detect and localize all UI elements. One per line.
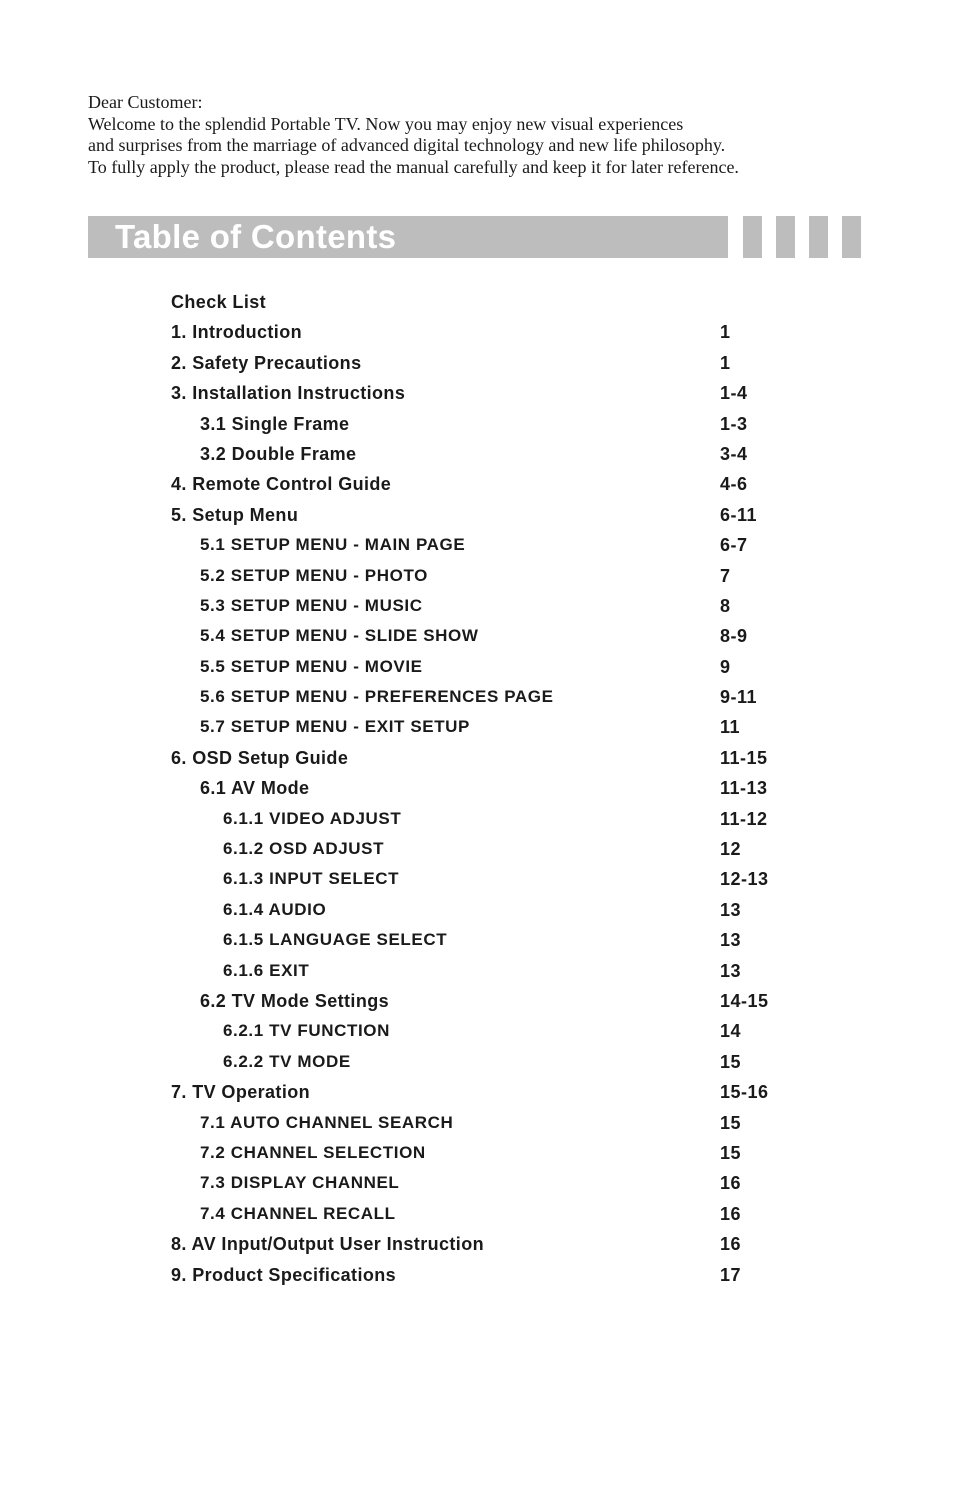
- toc-entry-page: 1-4: [720, 383, 748, 404]
- toc-entry[interactable]: [171, 469, 811, 499]
- toc-entry-page: 17: [720, 1264, 742, 1285]
- toc-entry[interactable]: [171, 804, 811, 834]
- toc-entry-label: 6.2 TV Mode Settings: [200, 990, 390, 1011]
- toc-entry-label: 5.2 SETUP MENU - PHOTO: [200, 565, 428, 585]
- toc-entry[interactable]: [171, 1229, 811, 1259]
- toc-entry-page: 1: [720, 322, 731, 343]
- toc-entry-label: 5.1 SETUP MENU - MAIN PAGE: [200, 535, 466, 555]
- toc-entry-page: 16: [720, 1173, 742, 1194]
- toc-title: Table of Contents: [115, 218, 397, 255]
- toc-entry-page: 1: [720, 352, 731, 373]
- toc-entry-label: 6.1.2 OSD ADJUST: [223, 839, 385, 859]
- toc-entry-label: 3.1 Single Frame: [200, 413, 350, 434]
- toc-entry[interactable]: [171, 1047, 811, 1077]
- toc-entry-page: 6-7: [720, 535, 748, 556]
- toc-entry-page: 15: [720, 1142, 742, 1163]
- table-of-contents: [171, 287, 811, 1290]
- toc-entry-label: 4. Remote Control Guide: [171, 474, 392, 495]
- toc-entry-page: 8: [720, 595, 731, 616]
- toc-entry-label: 6.1 AV Mode: [200, 778, 310, 799]
- toc-entry-label: 6.1.3 INPUT SELECT: [223, 869, 400, 889]
- toc-entry-page: 15: [720, 1051, 742, 1072]
- toc-header-banner: [88, 216, 728, 258]
- toc-entry-label: 7.4 CHANNEL RECALL: [200, 1203, 396, 1223]
- toc-entry-label: 7. TV Operation: [171, 1082, 311, 1103]
- toc-entry[interactable]: [171, 1016, 811, 1046]
- toc-entry[interactable]: [171, 561, 811, 591]
- welcome-line-1: Welcome to the splendid Portable TV. Now you may enjoy new visual experiences: [88, 113, 684, 134]
- toc-entry-page: 16: [720, 1234, 742, 1255]
- toc-entry-label: 6.1.5 LANGUAGE SELECT: [223, 930, 448, 950]
- decorative-bar: [743, 216, 762, 258]
- toc-entry-label: 7.3 DISPLAY CHANNEL: [200, 1173, 400, 1193]
- toc-entry[interactable]: [171, 925, 811, 955]
- toc-entry-page: 3-4: [720, 443, 748, 464]
- toc-entry[interactable]: [171, 956, 811, 986]
- toc-entry[interactable]: [171, 500, 811, 530]
- toc-entry-label: 6.2.1 TV FUNCTION: [223, 1021, 391, 1041]
- toc-entry-label: 8. AV Input/Output User Instruction: [171, 1234, 484, 1255]
- welcome-line-2: and surprises from the marriage of advanced digital technology and new life philosophy.: [88, 135, 726, 155]
- toc-entry-page: 6-11: [720, 504, 758, 525]
- toc-entry-label: 5.7 SETUP MENU - EXIT SETUP: [200, 717, 470, 737]
- toc-entry-page: 9-11: [720, 687, 758, 708]
- toc-entry[interactable]: [171, 348, 811, 378]
- decorative-bar: [842, 216, 861, 258]
- toc-entry[interactable]: [171, 864, 811, 894]
- toc-entry-page: 11-15: [720, 747, 768, 768]
- toc-entry-page: 8-9: [720, 626, 748, 647]
- toc-entry-page: 7: [720, 565, 731, 586]
- toc-entry-label: 6.2.2 TV MODE: [223, 1051, 351, 1071]
- toc-entry-page: 11: [720, 717, 741, 738]
- welcome-line-3: To fully apply the product, please read the manual carefully and keep it for later reference.: [88, 156, 739, 177]
- toc-entry[interactable]: [171, 621, 811, 651]
- toc-entry-page: 11-13: [720, 778, 768, 799]
- toc-entry[interactable]: [171, 409, 811, 439]
- toc-entry-page: 15: [720, 1112, 742, 1133]
- toc-entry[interactable]: [171, 652, 811, 682]
- toc-entry[interactable]: [171, 712, 811, 742]
- toc-entry-label: 5. Setup Menu: [171, 504, 299, 525]
- toc-entry[interactable]: [171, 1108, 811, 1138]
- toc-entry-page: 9: [720, 656, 731, 677]
- toc-entry-page: 11-12: [720, 808, 768, 829]
- toc-entry[interactable]: [171, 530, 811, 560]
- toc-entry-label: 6.1.6 EXIT: [223, 960, 310, 980]
- toc-entry[interactable]: [171, 1168, 811, 1198]
- decorative-bar: [809, 216, 828, 258]
- toc-entry[interactable]: [171, 986, 811, 1016]
- toc-entry-page: 13: [720, 899, 742, 920]
- toc-entry-page: 1-3: [720, 413, 748, 434]
- toc-entry-label: 7.1 AUTO CHANNEL SEARCH: [200, 1112, 454, 1132]
- toc-entry-label: 6. OSD Setup Guide: [171, 747, 349, 768]
- toc-entry-page: 12-13: [720, 869, 769, 890]
- toc-entry-label: 7.2 CHANNEL SELECTION: [200, 1142, 426, 1162]
- toc-entry[interactable]: [171, 743, 811, 773]
- toc-entry[interactable]: [171, 834, 811, 864]
- toc-entry[interactable]: [171, 682, 811, 712]
- toc-entry-label: 5.4 SETUP MENU - SLIDE SHOW: [200, 626, 479, 646]
- toc-entry-label: 5.6 SETUP MENU - PREFERENCES PAGE: [200, 687, 554, 707]
- toc-entry[interactable]: [171, 1199, 811, 1229]
- toc-entry[interactable]: [171, 591, 811, 621]
- toc-entry-label: 6.1.4 AUDIO: [223, 899, 327, 919]
- toc-entry[interactable]: [171, 773, 811, 803]
- toc-entry-page: 13: [720, 930, 742, 951]
- welcome-text: [88, 92, 888, 178]
- toc-entry-label: 3. Installation Instructions: [171, 383, 406, 404]
- toc-entry[interactable]: [171, 1260, 811, 1290]
- greeting: Dear Customer:: [88, 92, 203, 112]
- toc-entry[interactable]: [171, 287, 811, 317]
- toc-entry-page: 16: [720, 1203, 742, 1224]
- toc-entry[interactable]: [171, 895, 811, 925]
- toc-entry-label: Check List: [171, 292, 267, 312]
- toc-entry[interactable]: [171, 1138, 811, 1168]
- toc-entry-label: 9. Product Specifications: [171, 1264, 397, 1285]
- toc-entry-page: 12: [720, 839, 742, 860]
- toc-entry-label: 2. Safety Precautions: [171, 352, 362, 373]
- toc-entry-page: 4-6: [720, 474, 748, 495]
- toc-entry-page: 14-15: [720, 990, 769, 1011]
- toc-entry-label: 6.1.1 VIDEO ADJUST: [223, 808, 402, 828]
- toc-entry-label: 5.5 SETUP MENU - MOVIE: [200, 656, 423, 676]
- toc-entry-page: 15-16: [720, 1082, 769, 1103]
- toc-entry-page: 14: [720, 1021, 742, 1042]
- toc-entry-page: 13: [720, 960, 742, 981]
- toc-entry[interactable]: [171, 378, 811, 408]
- toc-entry-label: 3.2 Double Frame: [200, 443, 357, 464]
- decorative-bar: [776, 216, 795, 258]
- toc-entry[interactable]: [171, 439, 811, 469]
- toc-entry[interactable]: [171, 317, 811, 347]
- toc-entry-label: 1. Introduction: [171, 322, 302, 343]
- toc-entry-label: 5.3 SETUP MENU - MUSIC: [200, 595, 423, 615]
- toc-entry[interactable]: [171, 1077, 811, 1107]
